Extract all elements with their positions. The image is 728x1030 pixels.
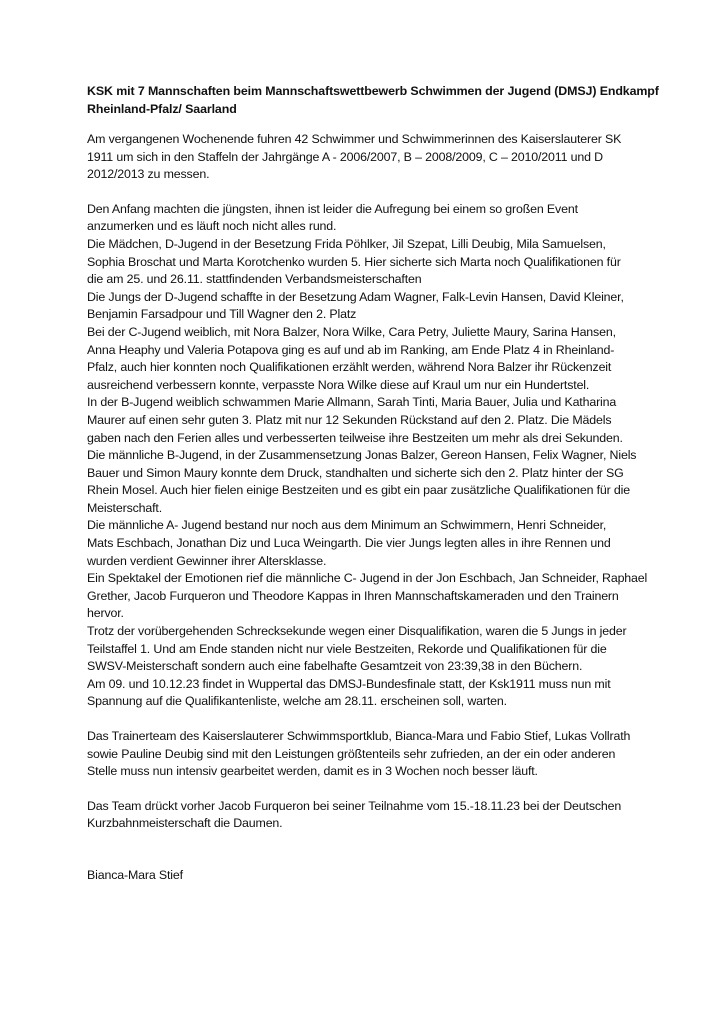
paragraph-line: Die männliche A- Jugend bestand nur noch aus dem Minimum an Schwimmern, Henri Schneider, xyxy=(87,518,607,533)
paragraph-line: sowie Pauline Deubig sind mit den Leistungen größtenteils sehr zufrieden, an der ein oder anderen xyxy=(87,746,616,761)
paragraph-line: Die männliche B-Jugend, in der Zusammensetzung Jonas Balzer, Gereon Hansen, Felix Wagner, Niels xyxy=(87,448,637,463)
title-line: KSK mit 7 Mannschaften beim Mannschaftswettbewerb Schwimmen der Jugend (DMSJ) Endkampf xyxy=(87,84,659,98)
paragraph-line: gaben nach den Ferien alles und verbesserten teilweise ihre Bestzeiten um mehr als drei Sekunden. xyxy=(87,430,623,445)
paragraph-line: Maurer auf einen sehr guten 3. Platz mit nur 12 Sekunden Rückstand auf den 2. Platz. Die Mädels xyxy=(87,412,612,427)
paragraph-line: Die Jungs der D-Jugend schaffte in der Besetzung Adam Wagner, Falk-Levin Hansen, David Kleiner, xyxy=(87,289,624,304)
paragraph-line: Pfalz, auch hier konnten noch Qualifikationen erzählt werden, während Nora Balzer ihr Rückenzeit xyxy=(87,360,612,375)
paragraph-line: Sophia Broschat und Marta Korotchenko wurden 5. Hier sicherte sich Marta noch Qualifikationen für xyxy=(87,254,621,269)
paragraph-line: Grether, Jacob Furqueron und Theodore Kappas in Ihren Mannschaftskameraden und den Trainern xyxy=(87,588,619,603)
paragraph-line: Am 09. und 10.12.23 findet in Wuppertal das DMSJ-Bundesfinale statt, der Ksk1911 muss nun mit xyxy=(87,676,611,691)
author-signature: Bianca-Mara Stief xyxy=(87,867,183,882)
paragraph-line: hervor. xyxy=(87,606,124,621)
paragraph-line: Das Trainerteam des Kaiserslauterer Schwimmsportklub, Bianca-Mara und Fabio Stief, Lukas Vollrath xyxy=(87,729,631,743)
paragraph-line: anzumerken und es läuft noch nicht alles rund. xyxy=(87,219,337,234)
paragraph-line: Den Anfang machten die jüngsten, ihnen ist leider die Aufregung bei einem so großen Event xyxy=(87,201,578,216)
paragraph-line: Spannung auf die Qualifikantenliste, welche am 28.11. erscheinen soll, warten. xyxy=(87,694,507,709)
paragraph xyxy=(87,201,647,711)
paragraph-line: Stelle muss nun intensiv gearbeitet werden, damit es in 3 Wochen noch besser läuft. xyxy=(87,764,538,779)
paragraph-line: Benjamin Farsadpour und Till Wagner den 2. Platz xyxy=(87,307,357,322)
paragraph-line: SWSV-Meisterschaft sondern auch eine fabelhafte Gesamtzeit von 23:39,38 in den Büchern. xyxy=(87,659,583,674)
paragraph-line: Bauer und Simon Maury konnte dem Druck, standhalten und sicherte sich den 2. Platz hinter der SG xyxy=(87,465,624,480)
paragraph-line: Am vergangenen Wochenende fuhren 42 Schwimmer und Schwimmerinnen des Kaiserslauterer SK xyxy=(87,132,622,146)
paragraph-line: Rhein Mosel. Auch hier fielen einige Bestzeiten und es gibt ein paar zusätzliche Qualifikationen für die xyxy=(87,483,631,498)
paragraph-line: Kurzbahnmeisterschaft die Daumen. xyxy=(87,816,283,831)
paragraph-line: Bei der C-Jugend weiblich, mit Nora Balzer, Nora Wilke, Cara Petry, Juliette Maury, Sarina Hansen, xyxy=(87,324,616,339)
paragraph-line: Das Team drückt vorher Jacob Furqueron bei seiner Teilnahme vom 15.-18.11.23 bei der Deutschen xyxy=(87,798,622,813)
paragraph-line: wurden verdient Gewinner ihrer Altersklasse. xyxy=(87,553,327,568)
paragraph-line: Mats Eschbach, Jonathan Diz und Luca Weingarth. Die vier Jungs legten alles in ihre Rennen und xyxy=(87,536,611,551)
paragraph-line: Ein Spektakel der Emotionen rief die männliche C- Jugend in der Jon Eschbach, Jan Schneider, Raphael xyxy=(87,571,648,586)
paragraph-line: Trotz der vorübergehenden Schrecksekunde wegen einer Disqualifikation, waren die 5 Jungs in jeder xyxy=(87,624,627,639)
paragraph xyxy=(87,798,647,833)
paragraph-line: Meisterschaft. xyxy=(87,500,163,515)
paragraph xyxy=(87,728,647,781)
title-line: Rheinland-Pfalz/ Saarland xyxy=(87,102,237,116)
paragraph-line: Teilstaffel 1. Und am Ende standen nicht nur viele Bestzeiten, Rekorde und Qualifikationen für die xyxy=(87,641,607,656)
paragraph-line: die am 25. und 26.11. stattfindenden Verbandsmeisterschaften xyxy=(87,272,422,287)
paragraph-line: Anna Heaphy und Valeria Potapova ging es auf und ab im Ranking, am Ende Platz 4 in Rheinland- xyxy=(87,342,615,357)
paragraph xyxy=(87,131,647,184)
paragraph-line: Die Mädchen, D-Jugend in der Besetzung Frida Pöhlker, Jil Szepat, Lilli Deubig, Mila Samuelsen, xyxy=(87,236,606,251)
paragraph-line: 1911 um sich in den Staffeln der Jahrgänge A - 2006/2007, B – 2008/2009, C – 2010/2011 und D xyxy=(87,149,603,164)
paragraph-line: ausreichend verbessern konnte, verpasste Nora Wilke diese auf Kraul um nur ein Hundertstel. xyxy=(87,377,590,392)
paragraph-line: In der B-Jugend weiblich schwammen Marie Allmann, Sarah Tinti, Maria Bauer, Julia und Katharina xyxy=(87,395,617,410)
article-body xyxy=(87,131,647,833)
article-title xyxy=(87,82,659,118)
paragraph-line: 2012/2013 zu messen. xyxy=(87,167,210,182)
document-page xyxy=(87,82,659,885)
